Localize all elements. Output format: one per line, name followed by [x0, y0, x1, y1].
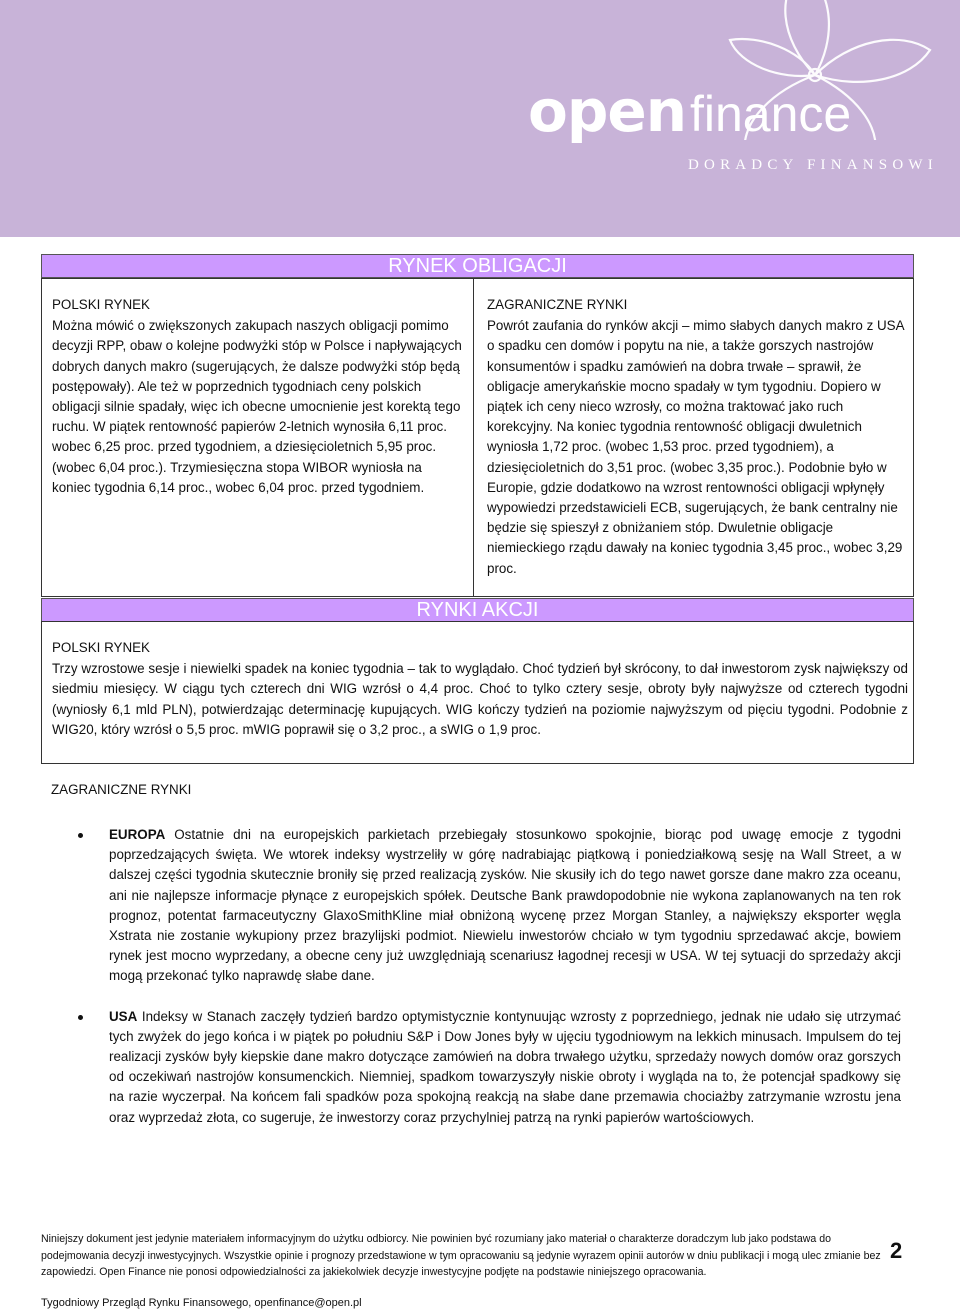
- bonds-foreign-heading: ZAGRANICZNE RYNKI: [487, 297, 628, 312]
- bonds-domestic-text: Można mówić o zwiększonych zakupach naszych obligacji pomimo decyzji RPP, obaw o kolejne podwyżki stóp w Polsce i napływających dobrych danych makro (sugerujących, że dalsze podwyżki stóp będą postępowały). Ale też w poprzednich tygodniach ceny polskich obligacji silnie spadały, więc ich obecne umocnienie jest korektą tego ruchu. W piątek rentowność papierów 2-letnich wynosiła 6,11 proc. wobec 6,25 proc. przed tygodniem, a dziesięcioletnich 5,95 proc. (wobec 6,04 proc.). Trzymiesięczna stopa WIBOR wyniosła na koniec tygodnia 6,14 proc., wobec 6,04 proc. przed tygodniem.: [52, 318, 462, 495]
- section-title-stocks: RYNKI AKCJI: [41, 598, 914, 622]
- stocks-domestic-block: [52, 638, 908, 740]
- bonds-foreign-text: Powrót zaufania do rynków akcji – mimo słabych danych makro z USA o spadku cen domów i popytu na nie, a także gorszych nastrojów konsumentów i spadku zamówień na dobra trwałe – sprawił, że obligacje amerykańskie mocno spadały w tym tygodniu. Dopiero w piątek ich ceny nieco wzrosły, co można traktować jako ruch korekcyjny. Na koniec tygodnia rentowność obligacji dwuletnich wyniosła 1,72 proc. (wobec 1,53 proc. przed tygodniem), a dziesięcioletnich do 3,51 proc. (wobec 3,35 proc.). Podobnie było w Europie, gdzie dodatkowo na wzrost rentowności obligacji wpłynęły wypowiedzi przedstawicieli ECB, sugerujących, że bank centralny nie będzie się spieszył z obniżaniem stóp. Dwuletnie obligacje niemieckiego rządu dawały na koniec tygodnia 3,45 proc., wobec 3,29 proc.: [487, 318, 904, 576]
- logo-open-text: open: [528, 77, 686, 145]
- header-banner: [0, 0, 960, 237]
- list-item: [51, 1007, 901, 1128]
- bonds-foreign-column: [487, 295, 905, 579]
- open-finance-logo: [528, 77, 852, 145]
- bullet-icon: [78, 1015, 83, 1020]
- bonds-domestic-column: [52, 295, 462, 498]
- bonds-domestic-heading: POLSKI RYNEK: [52, 297, 150, 312]
- foreign-markets-section: [51, 780, 901, 1148]
- list-item-text: Indeksy w Stanach zaczęły tydzień bardzo optymistycznie kontynuując wzrosty z poprzedniego, jednak nie udało się utrzymać tych zwyżek do jego końca i w piątek po południu S&P i Dow Jones były w ujęciu tygodniowym na lekkich minusach. Impulsem do tej realizacji zysków były kiepskie dane makro dotyczące zamówień na dobra trwałego użytku, sprzedaży nowych domów oraz gorszych od oczekiwań nastrojów konsumenckich. Niemniej, spadkom towarzyszyły niskie obroty i wygląda na to, że potencjał spadkowy się na razie wyczerpał. Na końcem fali spadków poza spokojną reakcją na słabe dane przemawia chociażby zatrzymanie wzrostu jena oraz wyprzedaż złota, co sugeruje, że inwestorzy coraz przychylniej patrzą na rynki papierów wartościowych.: [109, 1008, 901, 1125]
- list-item-label: USA: [109, 1008, 138, 1024]
- bullet-icon: [78, 833, 83, 838]
- bonds-section-box: [41, 278, 914, 597]
- section-title-bonds: RYNEK OBLIGACJI: [41, 254, 914, 278]
- footer-source: Tygodniowy Przegląd Rynku Finansowego, openfinance@open.pl: [41, 1297, 362, 1309]
- list-item: [51, 825, 901, 987]
- list-item-text: Ostatnie dni na europejskich parkietach przebiegały stosunkowo spokojnie, biorąc pod uwagę emocje z tygodni poprzedzających święta. We wtorek indeksy wystrzeliły w górę nadrabiając piątkową i poniedziałkową sesję na Wall Street, a w dalszej części tygodnia skutecznie broniły się przed realizacją zysków. Nie skusiły ich do tego nawet gorsze dane makro zza oceanu, ani nie najlepsze informacje płynące z europejskich spółek. Deutsche Bank prawdopodobnie nie wykona zaplanowanych na ten rok prognoz, potentat farmaceutyczny GlaxoSmithKline miał obniżoną wycenę przez Morgan Stanley, a największy eksporter węgla Xstrata nie zostanie wykupiony przez brazylijski podmiot. Niewielu inwestorów chciało w tym tygodniu sprzedawać akcje, bowiem rynek jest mocno wyprzedany, a obecne ceny już uwzględniają scenariusz łagodnej recesji w USA. W tej sytuacji do sprzedaży akcji mogą przekonać tylko naprawdę słabe dane.: [109, 827, 901, 984]
- column-divider: [473, 279, 474, 596]
- foreign-markets-heading: ZAGRANICZNE RYNKI: [51, 782, 192, 797]
- stocks-domestic-heading: POLSKI RYNEK: [52, 640, 150, 655]
- stocks-section-box: [41, 621, 914, 764]
- logo-tagline: DORADCY FINANSOWI: [688, 157, 938, 173]
- footer-disclaimer: Niniejszy dokument jest jedynie materiałem informacyjnym do użytku odbiorcy. Nie powinien być rozumiany jako materiał o charakterze doradczym lub jako podstawa do podejmowania decyzji inwestycyjnych. Wszystkie opinie i prognozy przedstawione w tym opracowaniu są jedynie wyrazem opinii autorów w dniu publikacji i mogą ulec zmianie bez zapowiedzi. Open Finance nie ponosi odpowiedzialności za jakiekolwiek decyzje inwestycyjne podjęte na podstawie niniejszego opracowania.: [41, 1233, 881, 1279]
- list-item-label: EUROPA: [109, 827, 166, 842]
- logo-finance-text: finance: [690, 86, 852, 142]
- stocks-domestic-text: Trzy wzrostowe sesje i niewielki spadek na koniec tygodnia – tak to wyglądało. Choć tydzień był skrócony, to dał inwestorom zysk największy od siedmiu miesięcy. W ciągu tych czterech dni WIG wzrósł o 4,4 proc. Choć to tylko cztery sesje, obroty były najwyższe od czterech tygodni (wyniosły 6,1 mld PLN), potwierdzając determinację kupujących. WIG kończy tydzień na poziomie najwyższym od pięciu tygodni. Podobnie z WIG20, który wzrósł o 5,5 proc. mWIG poprawił się o 3,2 proc., a sWIG o 1,9 proc.: [52, 661, 908, 737]
- page-number: 2: [890, 1238, 903, 1263]
